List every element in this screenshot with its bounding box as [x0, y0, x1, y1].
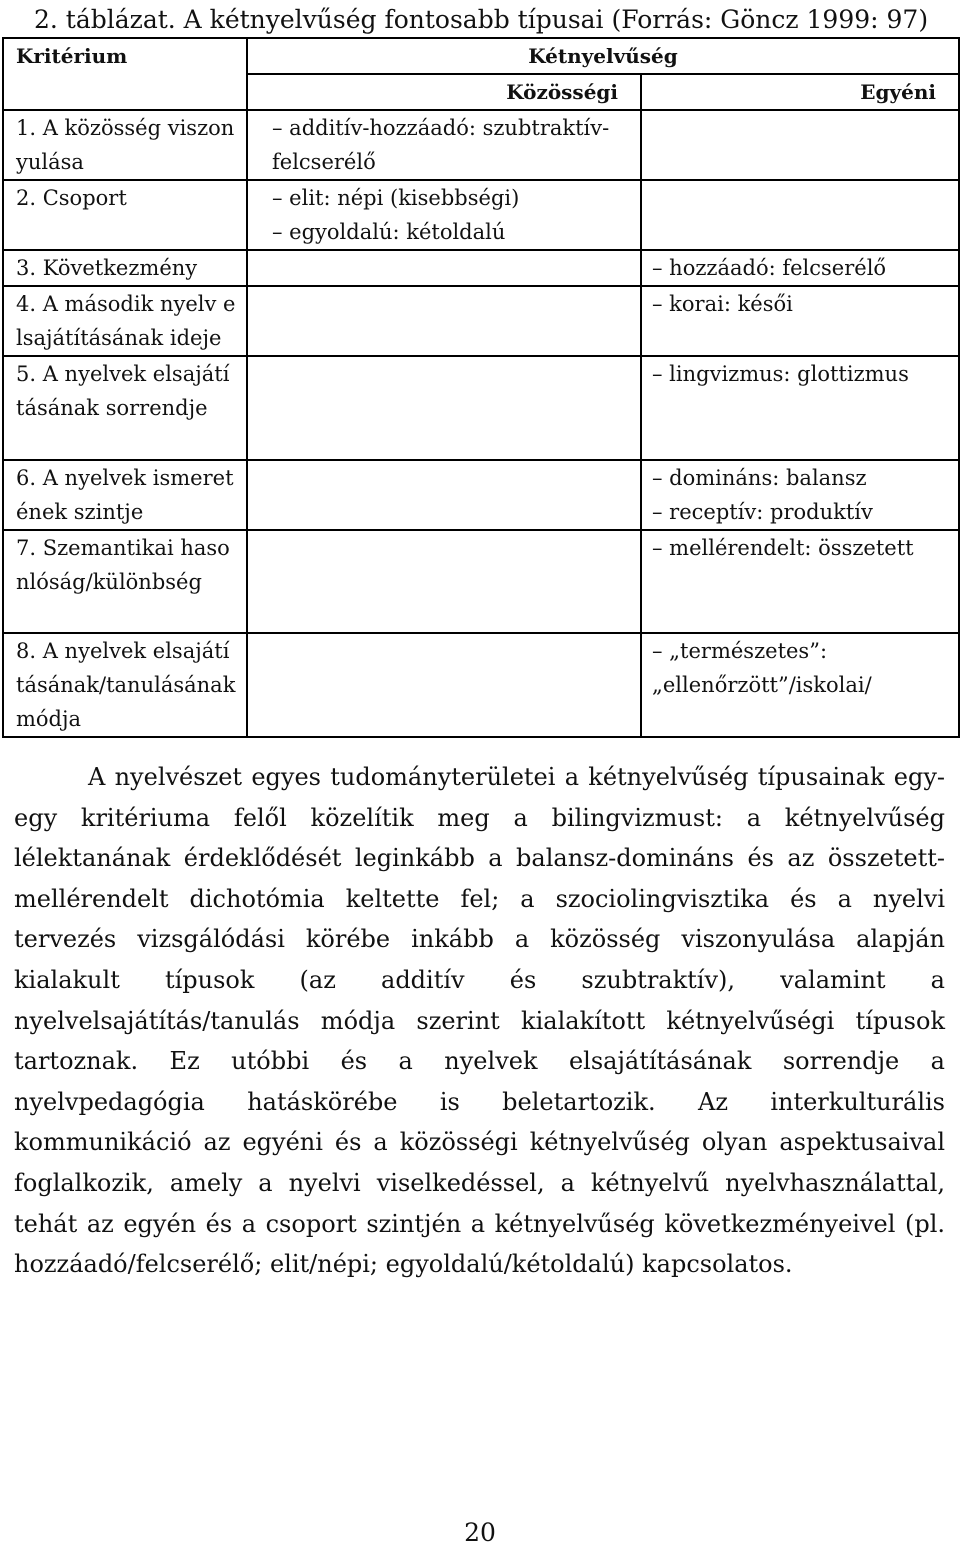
table-row: [3, 250, 959, 286]
individual-cell: [641, 530, 959, 633]
individual-type-line: – domináns: balansz: [652, 466, 867, 490]
table-row: [3, 180, 959, 250]
table-row: [3, 356, 959, 460]
criterion-cell: 5. A nyelvek elsajátításának sorrendje: [3, 356, 247, 460]
body-text: [14, 757, 945, 1285]
table-body: [3, 110, 959, 737]
individual-cell: [641, 286, 959, 356]
community-cell: [247, 286, 641, 356]
individual-type-line: – hozzáadó: felcserélő: [652, 256, 887, 280]
community-type-line: – elit: népi (kisebbségi): [272, 186, 520, 210]
header-community: Közösségi: [247, 74, 641, 110]
community-cell: [247, 633, 641, 737]
community-cell: [247, 110, 641, 180]
criterion-cell: 6. A nyelvek ismeretének szintje: [3, 460, 247, 530]
community-type-line: – egyoldalú: kétoldalú: [272, 220, 506, 244]
community-type-line: felcserélő: [272, 150, 376, 174]
individual-cell: [641, 180, 959, 250]
individual-cell: [641, 460, 959, 530]
individual-type-line: – „természetes”:: [652, 639, 828, 663]
page-number: 20: [464, 1518, 496, 1547]
community-cell: [247, 530, 641, 633]
individual-type-line: – korai: késői: [652, 292, 793, 316]
table-caption: 2. táblázat. A kétnyelvűség fontosabb típusai (Forrás: Göncz 1999: 97): [34, 5, 929, 34]
individual-type-line: „ellenőrzött”/iskolai/: [652, 673, 872, 697]
criterion-cell: 2. Csoport: [3, 180, 247, 250]
criterion-cell: 7. Szemantikai hasonlóság/különbség: [3, 530, 247, 633]
individual-cell: [641, 356, 959, 460]
table-row: [3, 460, 959, 530]
community-cell: [247, 250, 641, 286]
community-cell: [247, 460, 641, 530]
individual-cell: [641, 633, 959, 737]
individual-type-line: – lingvizmus: glottizmus: [652, 362, 909, 386]
table-row: [3, 530, 959, 633]
header-criterion: Kritérium: [3, 38, 247, 110]
community-cell: [247, 180, 641, 250]
community-type-line: – additív-hozzáadó: szubtraktív-: [272, 116, 610, 140]
individual-type-line: – receptív: produktív: [652, 500, 873, 524]
criterion-cell: 8. A nyelvek elsajátításának/tanulásának módja: [3, 633, 247, 737]
body-paragraph: A nyelvészet egyes tudományterületei a kétnyelvűség típusainak egy-egy kritériuma felől közelítik meg a bilingvizmust: a kétnyelvűség lélektanának érdeklődését leginkább a balansz-domináns és az összetett-mellérendelt dichotómia keltette fel; a szociolingvisztika és a nyelvi tervezés vizsgálódási körébe inkább a közösség viszonyulása alapján kialakult típusok (az additív és szubtraktív), valamint a nyelvelsajátítás/tanulás módja szerint kialakított kétnyelvűségi típusok tartoznak. Ez utóbbi és a nyelvek elsajátításának sorrendje a nyelvpedagógia hatáskörébe is beletartozik. Az interkulturális kommunikáció az egyéni és a közösségi kétnyelvűség olyan aspektusaival foglalkozik, amely a nyelvi viselkedéssel, a kétnyelvű nyelvhasználattal, tehát az egyén és a csoport szintjén a kétnyelvűség következményeivel (pl. hozzáadó/felcserélő; elit/népi; egyoldalú/kétoldalú) kapcsolatos.: [14, 763, 945, 1279]
community-cell: [247, 356, 641, 460]
header-individual: Egyéni: [641, 74, 959, 110]
bilingualism-types-table: [2, 37, 960, 738]
table-row: [3, 110, 959, 180]
table-row: [3, 286, 959, 356]
criterion-cell: 1. A közösség viszonyulása: [3, 110, 247, 180]
individual-type-line: – mellérendelt: összetett: [652, 536, 914, 560]
individual-cell: [641, 250, 959, 286]
criterion-cell: 3. Következmény: [3, 250, 247, 286]
header-bilingualism: Kétnyelvűség: [247, 38, 959, 74]
individual-cell: [641, 110, 959, 180]
criterion-cell: 4. A második nyelv elsajátításának ideje: [3, 286, 247, 356]
table-row: [3, 633, 959, 737]
